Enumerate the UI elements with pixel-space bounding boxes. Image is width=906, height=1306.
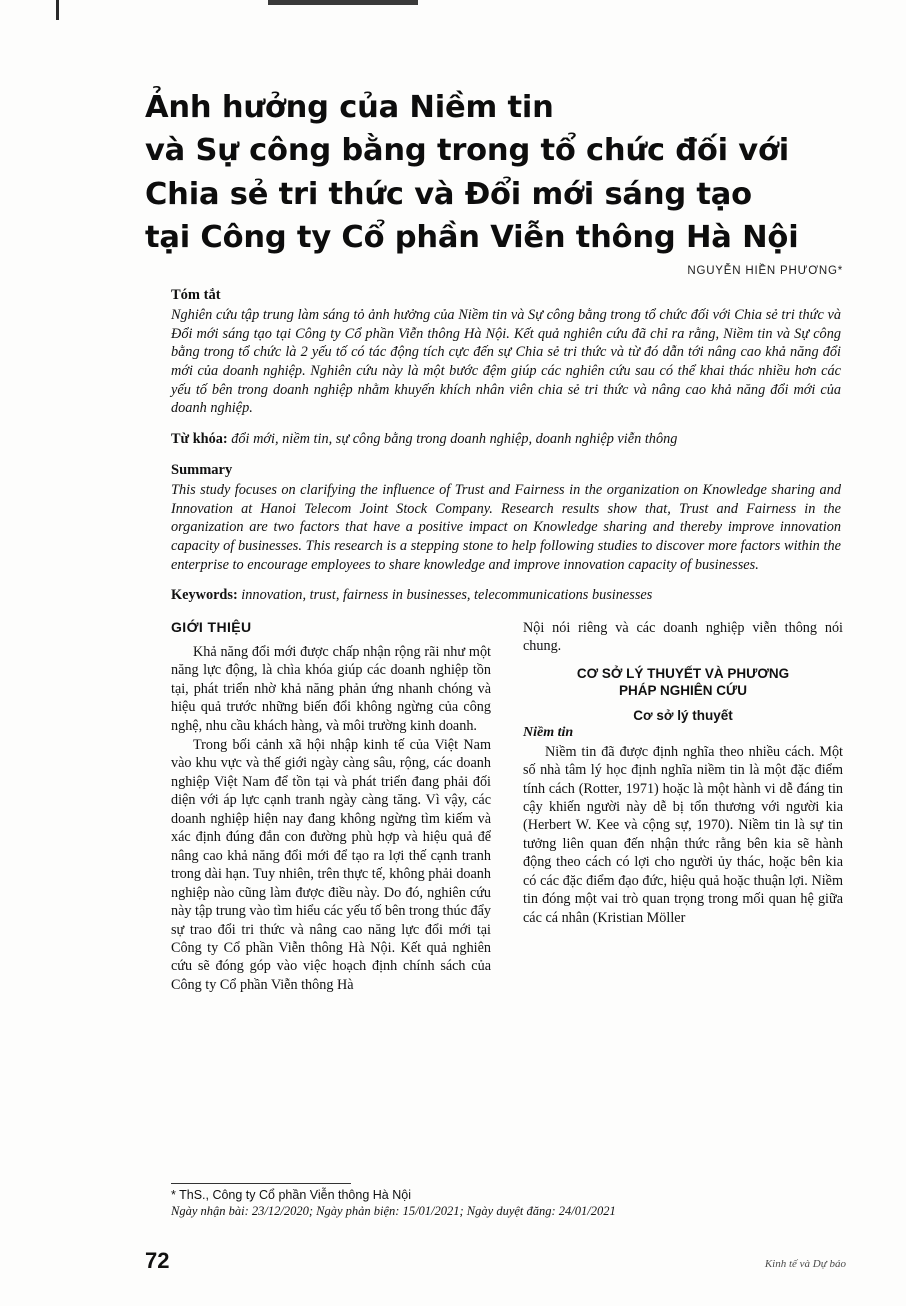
section-heading-theory-line1: CƠ SỞ LÝ THUYẾT VÀ PHƯƠNG: [576, 665, 790, 681]
abstract-vi-heading: Tóm tắt: [171, 287, 221, 304]
author-name: NGUYỄN HIỀN PHƯƠNG*: [687, 265, 843, 278]
column-left: [171, 619, 491, 996]
abstract-vi-body: Nghiên cứu tập trung làm sáng tỏ ảnh hưởng của Niềm tin và Sự công bằng trong tổ chức đối với Chia sẻ tri thức và Đổi mới sáng tạo tại Công ty Cổ phần Viễn thông Hà Nội. Kết quả nghiên cứu đã chỉ ra rằng, Niềm tin và Sự công bằng trong tổ chức là 2 yếu tố có tác động tích cực đến sự Chia sẻ tri thức và từ đó dẫn tới nâng cao khả năng đổi mới của doanh nghiệp. Nghiên cứu này là một bước đệm giúp các nghiên cứu sau có thể khai thác nhiều hơn các yếu tố bên trong doanh nghiệp nhằm khuyến khích nhân viên chia sẻ tri thức và nâng cao khả năng đổi mới của doanh nghiệp.: [171, 307, 841, 417]
page-title: [145, 86, 865, 259]
keywords-en-value: innovation, trust, fairness in businesses, telecommunications businesses: [241, 587, 653, 604]
title-line-1: Ảnh hưởng của Niềm tin: [145, 90, 554, 125]
title-line-3: Chia sẻ tri thức và Đổi mới sáng tạo: [145, 176, 752, 212]
keywords-en: [171, 586, 841, 605]
footnote-affiliation: * ThS., Công ty Cổ phần Viễn thông Hà Nội: [171, 1188, 411, 1202]
intro-paragraph-2-continued: Nội nói riêng và các doanh nghiệp viễn thông nói chung.: [523, 619, 843, 655]
journal-name: Kinh tế và Dự báo: [764, 1258, 846, 1270]
keywords-en-label: Keywords:: [171, 587, 238, 604]
intro-paragraph-2: Trong bối cảnh xã hội nhập kinh tế của Việt Nam vào khu vực và thế giới ngày càng sâu, rộng, các doanh nghiệp Việt Nam để tồn tại và phát triển đang phải đối diện với áp lực cạnh tranh ngày càng tăng. Vì vậy, các doanh nghiệp hiện nay đang không ngừng tìm kiếm và xác định đúng đắn con đường phù hợp và hiệu quả để nâng cao khả năng đổi mới để tạo ra lợi thế cạnh tranh trong dài hạn. Tuy nhiên, trên thực tế, không phải doanh nghiệp nào cũng làm được điều này. Do đó, nghiên cứu này tập trung vào tìm hiểu các yếu tố bên trong thúc đẩy sự trao đổi tri thức và nâng cao năng lực đổi mới tại Công ty Cổ phần Viễn thông Hà Nội. Kết quả nghiên cứu sẽ đóng góp vào việc hoạch định chính sách của Công ty Cổ phần Viễn thông Hà: [171, 736, 491, 993]
subsection-heading-trust: Niềm tin: [523, 724, 574, 740]
scan-artifact-left: [56, 0, 59, 20]
keywords-vi-label: Từ khóa:: [171, 430, 228, 447]
two-column-body: [171, 619, 843, 996]
title-line-2: và Sự công bằng trong tổ chức đối với: [145, 133, 790, 169]
article-content: [145, 86, 865, 995]
abstract-en-body: This study focuses on clarifying the influence of Trust and Fairness in the organization on Knowledge sharing and Innovation at Hanoi Telecom Joint Stock Company. Research results show that, Trust and Fairness in the organization are two factors that have a positive impact on Knowledge sharing and thereby improve innovation capacity of businesses. This research is a stepping stone to help following studies to discover more factors within the enterprise to encourage employees to share knowledge and improve innovation capacity of businesses.: [171, 482, 841, 573]
intro-paragraph-1: Khả năng đổi mới được chấp nhận rộng rãi như một năng lực động, là chìa khóa giúp các doanh nghiệp tồn tại, phát triển nhờ khả năng phản ứng nhanh chóng và hiệu quả trước những biến đổi không ngừng của công nghệ, nhu cầu khách hàng, và môi trường kinh doanh.: [171, 643, 491, 734]
keywords-vi-value: đổi mới, niềm tin, sự công bằng trong doanh nghiệp, doanh nghiệp viễn thông: [231, 430, 678, 447]
footnote-dates: Ngày nhận bài: 23/12/2020; Ngày phản biện: 15/01/2021; Ngày duyệt đăng: 24/01/2021: [171, 1204, 616, 1218]
footnote-rule: [171, 1183, 351, 1184]
abstract-section: [171, 287, 841, 605]
title-line-4: tại Công ty Cổ phần Viễn thông Hà Nội: [145, 219, 799, 255]
trust-paragraph-1: Niềm tin đã được định nghĩa theo nhiều cách. Một số nhà tâm lý học định nghĩa niềm tin là một đặc điểm tính cách (Rotter, 1971) hoặc là một hành vi dễ đáng tin cậy khiến người này dễ bị tổn thương với người kia (Herbert W. Kee và cộng sự, 1970). Niềm tin là sự tin tưởng liên quan đến nhận thức rằng bên kia sẽ hành động theo cách có lợi cho người ủy thác, hoặc bên kia có các đặc điểm đạo đức, hiệu quả hoặc thuận lợi. Niềm tin đóng một vai trò quan trọng trong mối quan hệ giữa các cá nhân (Kristian Möller: [523, 743, 843, 926]
page-number: 72: [145, 1248, 170, 1273]
abstract-en-heading: Summary: [171, 462, 233, 479]
scan-artifact-top: [268, 0, 418, 5]
subsection-heading-theory-basis: Cơ sở lý thuyết: [633, 707, 733, 723]
section-heading-theory-line2: PHÁP NGHIÊN CỨU: [619, 682, 747, 698]
column-right: [523, 619, 843, 996]
section-heading-introduction: GIỚI THIỆU: [171, 618, 252, 635]
footnote: [171, 1183, 843, 1219]
keywords-vi: [171, 430, 841, 449]
